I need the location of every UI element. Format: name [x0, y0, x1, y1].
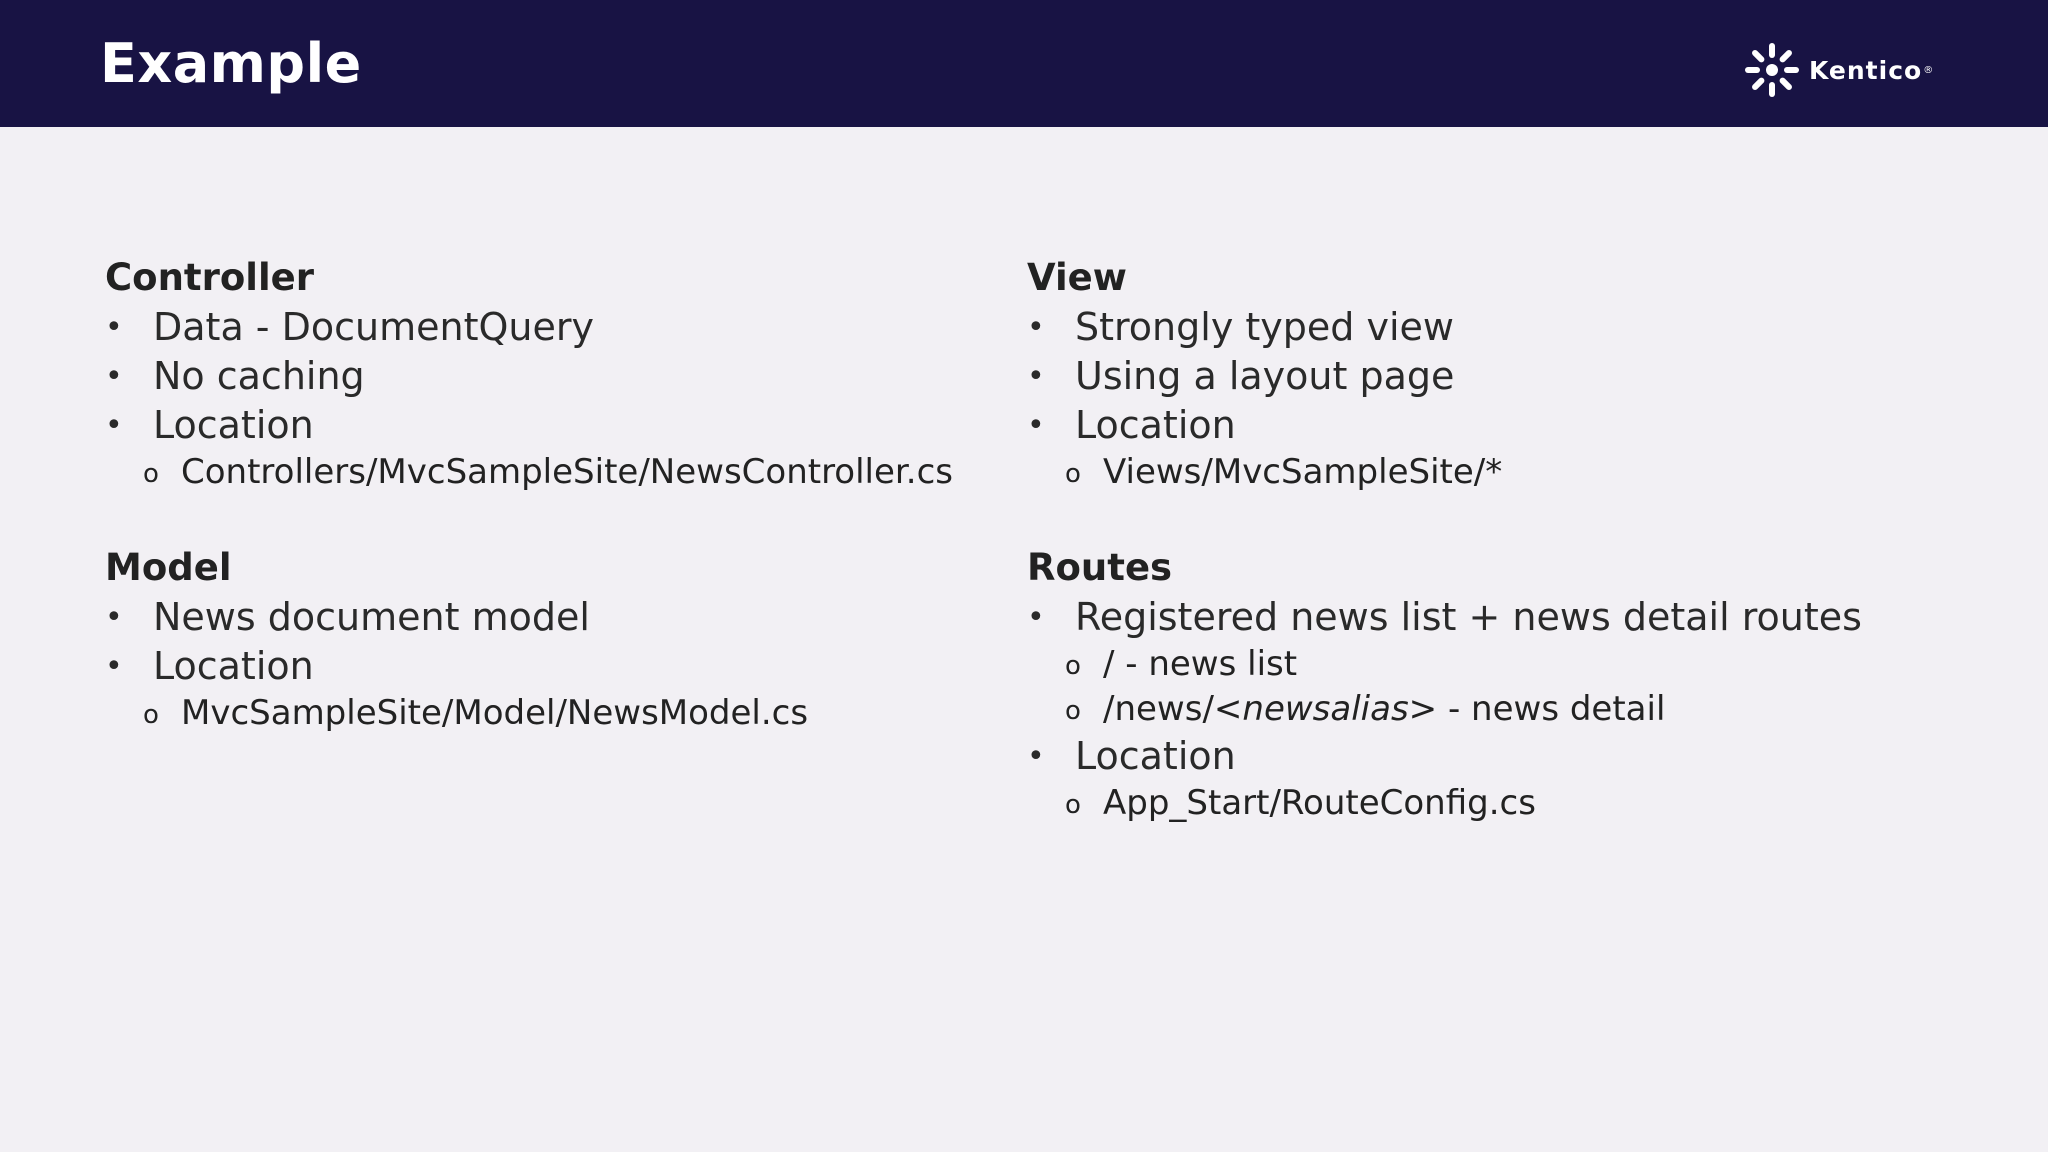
list-item — [1027, 401, 1502, 495]
list-item-text: Location — [153, 403, 314, 447]
sub-bullet: o — [143, 459, 159, 489]
bullet: • — [105, 649, 123, 684]
list-item — [1027, 352, 1502, 401]
list-item-text: Strongly typed view — [1075, 305, 1454, 349]
list-item — [1027, 303, 1502, 352]
list-item-text: Location — [153, 644, 314, 688]
list-item-text: No caching — [153, 354, 365, 398]
routes-location-path: App_Start/RouteConfig.cs — [1103, 783, 1536, 823]
sub-list-item — [1065, 687, 1862, 732]
sub-list — [1065, 781, 1862, 826]
slide-header — [0, 0, 2048, 127]
routes-heading: Routes — [1027, 546, 1173, 589]
model-section — [105, 543, 808, 736]
bullet: • — [105, 408, 123, 443]
logo-registered-mark: ® — [1923, 64, 1934, 76]
routes-section — [1027, 543, 1862, 826]
bullet: • — [1027, 739, 1045, 774]
sub-list-item — [143, 691, 808, 736]
list-item-text: Location — [1075, 403, 1236, 447]
view-section — [1027, 253, 1502, 495]
route-news-list: / - news list — [1103, 644, 1298, 684]
bullet: • — [1027, 359, 1045, 394]
sub-bullet: o — [1065, 790, 1081, 820]
route-detail-prefix: /news/ — [1103, 689, 1214, 729]
sub-bullet: o — [1065, 459, 1081, 489]
logo-wordmark: Kentico — [1809, 55, 1923, 85]
list-item — [1027, 593, 1862, 732]
sub-bullet: o — [143, 700, 159, 730]
route-detail-suffix: - news detail — [1437, 689, 1666, 729]
list-item — [105, 593, 808, 642]
list-item — [1027, 732, 1862, 826]
sub-list — [143, 450, 953, 495]
controller-section — [105, 253, 953, 495]
list-item — [105, 303, 953, 352]
list-item — [105, 642, 808, 736]
bullet: • — [105, 600, 123, 635]
bullet: • — [105, 310, 123, 345]
controller-list — [105, 303, 953, 495]
route-detail-param: <newsalias> — [1213, 689, 1438, 729]
list-item-text: Data - DocumentQuery — [153, 305, 594, 349]
sub-bullet: o — [1065, 651, 1081, 681]
model-list — [105, 593, 808, 736]
sub-list-item — [1065, 781, 1862, 826]
view-heading: View — [1027, 256, 1127, 299]
list-item-text: Location — [1075, 734, 1236, 778]
controller-heading: Controller — [105, 256, 314, 299]
sub-list — [1065, 450, 1503, 495]
bullet: • — [1027, 600, 1045, 635]
sub-list-item — [1065, 450, 1502, 495]
sub-list-item — [143, 450, 953, 495]
kentico-flower-icon — [1743, 41, 1801, 99]
bullet: • — [105, 359, 123, 394]
list-item-text: Using a layout page — [1075, 354, 1455, 398]
model-heading: Model — [105, 546, 232, 589]
sub-list — [1065, 642, 1862, 732]
slide-title: Example — [100, 32, 362, 95]
routes-list — [1027, 593, 1862, 826]
view-list — [1027, 303, 1502, 495]
model-location-path: MvcSampleSite/Model/NewsModel.cs — [181, 693, 809, 733]
view-location-path: Views/MvcSampleSite/* — [1103, 452, 1503, 492]
list-item — [105, 352, 953, 401]
sub-list-item — [1065, 642, 1862, 687]
sub-list — [143, 691, 809, 736]
sub-bullet: o — [1065, 696, 1081, 726]
bullet: • — [1027, 310, 1045, 345]
bullet: • — [1027, 408, 1045, 443]
list-item-text: News document model — [153, 595, 590, 639]
list-item-text: Registered news list + news detail routes — [1075, 595, 1862, 639]
controller-location-path: Controllers/MvcSampleSite/NewsController.cs — [181, 452, 953, 492]
list-item — [105, 401, 953, 495]
kentico-logo — [1743, 40, 1933, 100]
